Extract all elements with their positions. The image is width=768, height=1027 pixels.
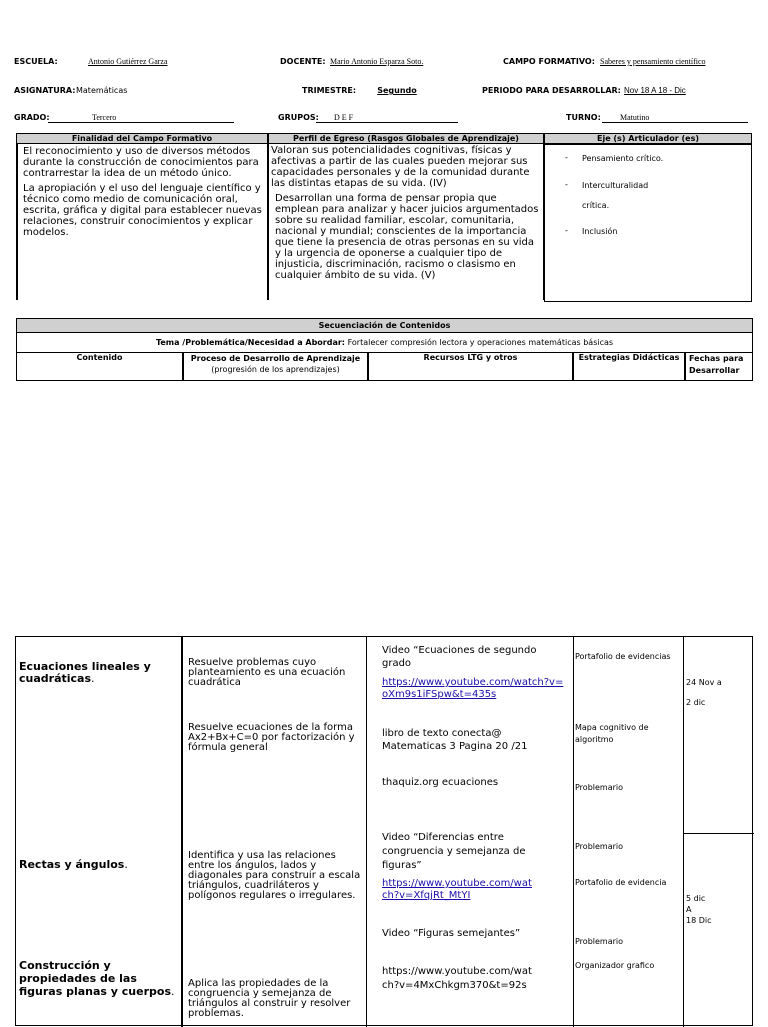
recurso-6: https://www.youtube.com/watch?v=4MxChkgm370&t=92s — [382, 966, 532, 991]
turno-value: Matutino — [620, 113, 650, 122]
asignatura-label: ASIGNATURA: — [14, 86, 76, 95]
col-estrategias: Estrategias Didácticas — [574, 353, 686, 380]
col-fechas: Fechas para Desarrollar — [689, 354, 744, 375]
col-proceso — [184, 353, 369, 380]
recurso-1: Video “Ecuaciones de segundo grado — [382, 645, 537, 669]
proceso-4: Aplica las propiedades de la congruencia y semejanza de triángulos al construir y resolver problemas. — [188, 978, 351, 1019]
perfil-cell — [268, 144, 544, 300]
finalidad-header: Finalidad del Campo Formativo — [16, 133, 268, 144]
contenido-3: Construcción y propiedades de las figuras planas y cuerpos. — [19, 959, 175, 998]
vline-2 — [366, 637, 367, 1027]
trimestre-value: Segundo — [377, 86, 417, 95]
docente-label: DOCENTE: — [280, 57, 326, 66]
vline-4 — [683, 637, 684, 1027]
vline-1 — [181, 637, 183, 1027]
fecha-1-start: 24 Nov a — [686, 678, 722, 687]
tema-value: Fortalecer compresión lectora y operaciones matemáticas básicas — [347, 338, 614, 347]
eje-item-3: crítica. — [582, 201, 610, 210]
estrategia-5: Portafolio de evidencia — [575, 878, 667, 887]
fecha-2-sep: A — [686, 905, 692, 914]
estrategia-7: Organizador grafico — [575, 961, 655, 970]
fecha-2 — [686, 893, 752, 926]
recurso-2: libro de texto conecta@ Matematicas 3 Pagina 20 /21 — [382, 728, 528, 752]
secuenciacion-title: Secuenciación de Contenidos — [17, 319, 752, 333]
col-proceso-title: Proceso de Desarrollo de Aprendizaje — [190, 354, 361, 363]
eje-item-1: Pensamiento crítico. — [582, 154, 664, 163]
top-table — [16, 133, 752, 303]
fecha-1-end: 2 dic — [686, 698, 706, 707]
contenido-3-text: Construcción y propiedades de las figuras planas y cuerpos — [19, 959, 171, 998]
estrategia-4: Problemario — [575, 842, 624, 851]
proceso-1: Resuelve problemas cuyo planteamiento es una ecuación cuadrática — [188, 657, 346, 688]
grado-underline — [48, 122, 234, 123]
estrategia-1: Portafolio de evidencias — [575, 652, 671, 661]
turno-label: TURNO: — [566, 113, 601, 122]
turno-underline — [602, 122, 748, 123]
finalidad-p2: La apropiación y el uso del lenguaje científico y técnico como medio de comunicación oral, escrita, gráfica y digital para establecer nuevas relaciones, construir conocimientos y explicar modelos. — [23, 183, 262, 238]
periodo-label: PERIODO PARA DESARROLLAR: — [482, 86, 621, 95]
grado-label: GRADO: — [14, 113, 50, 122]
col-contenido: Contenido — [17, 353, 184, 380]
secuenciacion-table — [16, 318, 753, 381]
recurso-1-link[interactable]: https://www.youtube.com/watch?v=oXm9s1iFSpw&t=435s — [382, 677, 564, 700]
contenido-table — [15, 636, 753, 1026]
contenido-1-text: Ecuaciones lineales y cuadráticas — [19, 660, 151, 685]
trimestre-label: TRIMESTRE: — [302, 86, 357, 95]
fecha-2-end: 18 Dic — [686, 916, 712, 925]
escuela-label: ESCUELA: — [14, 57, 58, 66]
eje-item-4: Inclusión — [582, 227, 618, 236]
recurso-3: thaquiz.org ecuaciones — [382, 777, 499, 788]
grupos-underline — [316, 122, 458, 123]
proceso-2: Resuelve ecuaciones de la forma Ax2+Bx+C=0 por factorización y fórmula general — [188, 722, 355, 753]
estrategia-3: Problemario — [575, 783, 624, 792]
vline-3 — [573, 637, 574, 1027]
finalidad-p1: El reconocimiento y uso de diversos métodos durante la construcción de conocimientos para contrarrestar la idea de un método único. — [23, 146, 259, 179]
perfil-p1: Valoran sus potencialidades cognitivas, físicas y afectivas a partir de las cuales pueden mejorar sus capacidades personales y de la comunidad durante las distintas etapas de su vida. (IV) — [271, 145, 530, 189]
docente-value: Mario Antonio Esparza Soto. — [330, 57, 424, 66]
campo-formativo-label: CAMPO FORMATIVO: — [503, 57, 595, 66]
finalidad-cell — [16, 144, 268, 300]
perfil-p2: Desarrollan una forma de pensar propia que emplean para analizar y hacer juicios argumentados sobre su realidad familiar, escolar, comunitaria, nacional y mundial; conscientes de la importancia que tiene la presencia de otras personas en su vida y la urgencia de oponerse a cualquier tipo de injusticia, discriminación, racismo o clasismo en cualquier ámbito de su vida. (V) — [275, 193, 539, 281]
recurso-4-link[interactable]: https://www.youtube.com/watch?v=XfqjRt_MtYI — [382, 878, 532, 901]
eje-item-2: Interculturalidad — [582, 181, 649, 190]
hline-fechas — [684, 833, 754, 834]
grupos-label: GRUPOS: — [278, 113, 319, 122]
asignatura-value: Matemáticas — [76, 86, 128, 95]
eje-bullet-1: - — [565, 153, 568, 162]
proceso-3: Identifica y usa las relaciones entre los ángulos, lados y diagonales para construir a escala triángulos, cuadriláteros y polígonos regulares o irregulares. — [188, 850, 361, 901]
estrategia-2: Mapa cognitivo de algoritmo — [575, 723, 649, 744]
recurso-5: Video “Figuras semejantes” — [382, 928, 521, 939]
fecha-2-start: 5 dic — [686, 894, 706, 903]
eje-bullet-2: - — [565, 180, 568, 189]
eje-cell — [544, 144, 752, 302]
campo-formativo-value: Saberes y pensamiento científico — [600, 57, 706, 66]
contenido-2: Rectas y ángulos. — [19, 858, 128, 871]
contenido-1: Ecuaciones lineales y cuadráticas. — [19, 660, 151, 685]
tema-row — [17, 333, 752, 353]
grupos-value: D E F — [334, 113, 354, 122]
escuela-value: Antonio Gutiérrez Garza — [88, 57, 168, 66]
grado-value: Tercero — [92, 113, 117, 122]
periodo-value: Nov 18 A 18 - Dic — [624, 86, 686, 95]
col-recursos: Recursos LTG y otros — [369, 353, 574, 380]
col-proceso-sub: (progresión de los aprendizajes) — [211, 365, 340, 374]
eje-header: Eje (s) Articulador (es) — [544, 133, 752, 144]
perfil-header: Perfil de Egreso (Rasgos Globales de Aprendizaje) — [268, 133, 544, 144]
eje-bullet-4: - — [565, 226, 568, 235]
contenido-2-text: Rectas y ángulos — [19, 858, 125, 871]
recurso-4: Video “Diferencias entre congruencia y semejanza de figuras” — [382, 832, 526, 871]
estrategia-6: Problemario — [575, 937, 624, 946]
tema-label: Tema /Problemática/Necesidad a Abordar: — [155, 338, 346, 347]
